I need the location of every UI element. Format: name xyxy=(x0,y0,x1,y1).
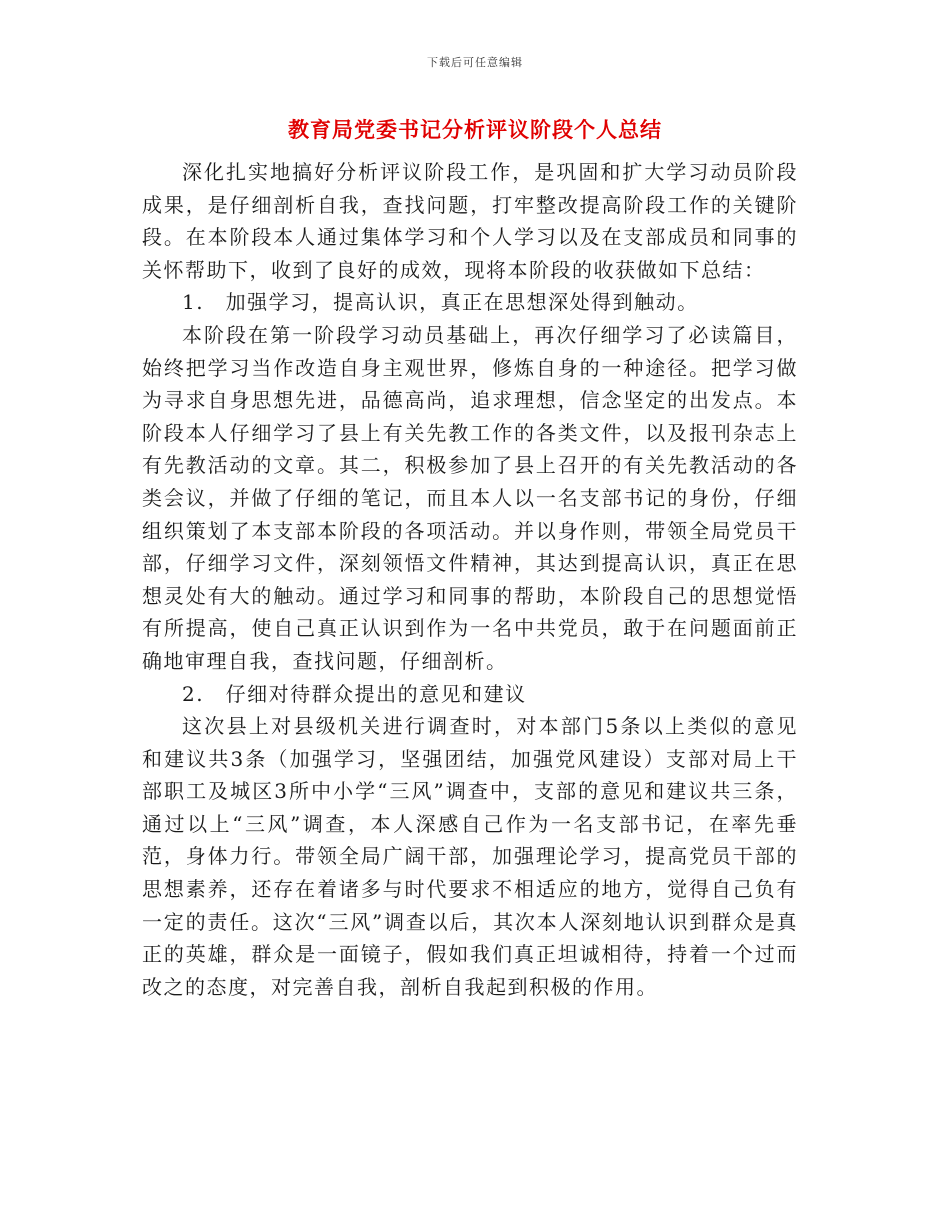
document-title: 教育局党委书记分析评议阶段个人总结 xyxy=(288,117,662,142)
body-paragraph: 深化扎实地搞好分析评议阶段工作，是巩固和扩大学习动员阶段成果，是仔细剖析自我，查找问题，打牢整改提高阶段工作的关键阶段。在本阶段本人通过集体学习和个人学习以及在支部成员和同事的关怀帮助下，收到了良好的成效，现将本阶段的收获做如下总结： xyxy=(142,160,798,282)
document-body xyxy=(142,156,798,1003)
section-heading: 2. 仔细对待群众提出的意见和建议 xyxy=(182,681,527,706)
body-paragraph: 这次县上对县级机关进行调查时，对本部门5条以上类似的意见和建议共3条（加强学习，坚强团结，加强党风建设）支部对局上干部职工及城区3所中小学“三风”调查中，支部的意见和建议共三条，通过以上“三风”调查，本人深感自己作为一名支部书记，在率先垂范，身体力行。带领全局广阔干部，加强理论学习，提高党员干部的思想素养，还存在着诸多与时代要求不相适应的地方，觉得自己负有一定的责任。这次“三风”调查以后，其次本人深刻地认识到群众是真正的英雄，群众是一面镜子，假如我们真正坦诚相待，持着一个过而改之的态度，对完善自我，剖析自我起到积极的作用。 xyxy=(142,714,798,999)
body-paragraph: 本阶段在第一阶段学习动员基础上，再次仔细学习了必读篇目，始终把学习当作改造自身主观世界，修炼自身的一种途径。把学习做为寻求自身思想先进，品德高尚，追求理想，信念坚定的出发点。本阶段本人仔细学习了县上有关先教工作的各类文件，以及报刊杂志上有先教活动的文章。其二，积极参加了县上召开的有关先教活动的各类会议，并做了仔细的笔记，而且本人以一名支部书记的身份，仔细组织策划了本支部本阶段的各项活动。并以身作则，带领全局党员干部，仔细学习文件，深刻领悟文件精神，其达到提高认识，真正在思想灵处有大的触动。通过学习和同事的帮助，本阶段自己的思想觉悟有所提高，使自己真正认识到作为一名中共党员，敢于在问题面前正确地审理自我，查找问题，仔细剖析。 xyxy=(142,322,798,673)
section-heading: 1. 加强学习，提高认识，真正在思想深处得到触动。 xyxy=(182,290,699,315)
header-note: 下载后可任意编辑 xyxy=(427,56,523,69)
